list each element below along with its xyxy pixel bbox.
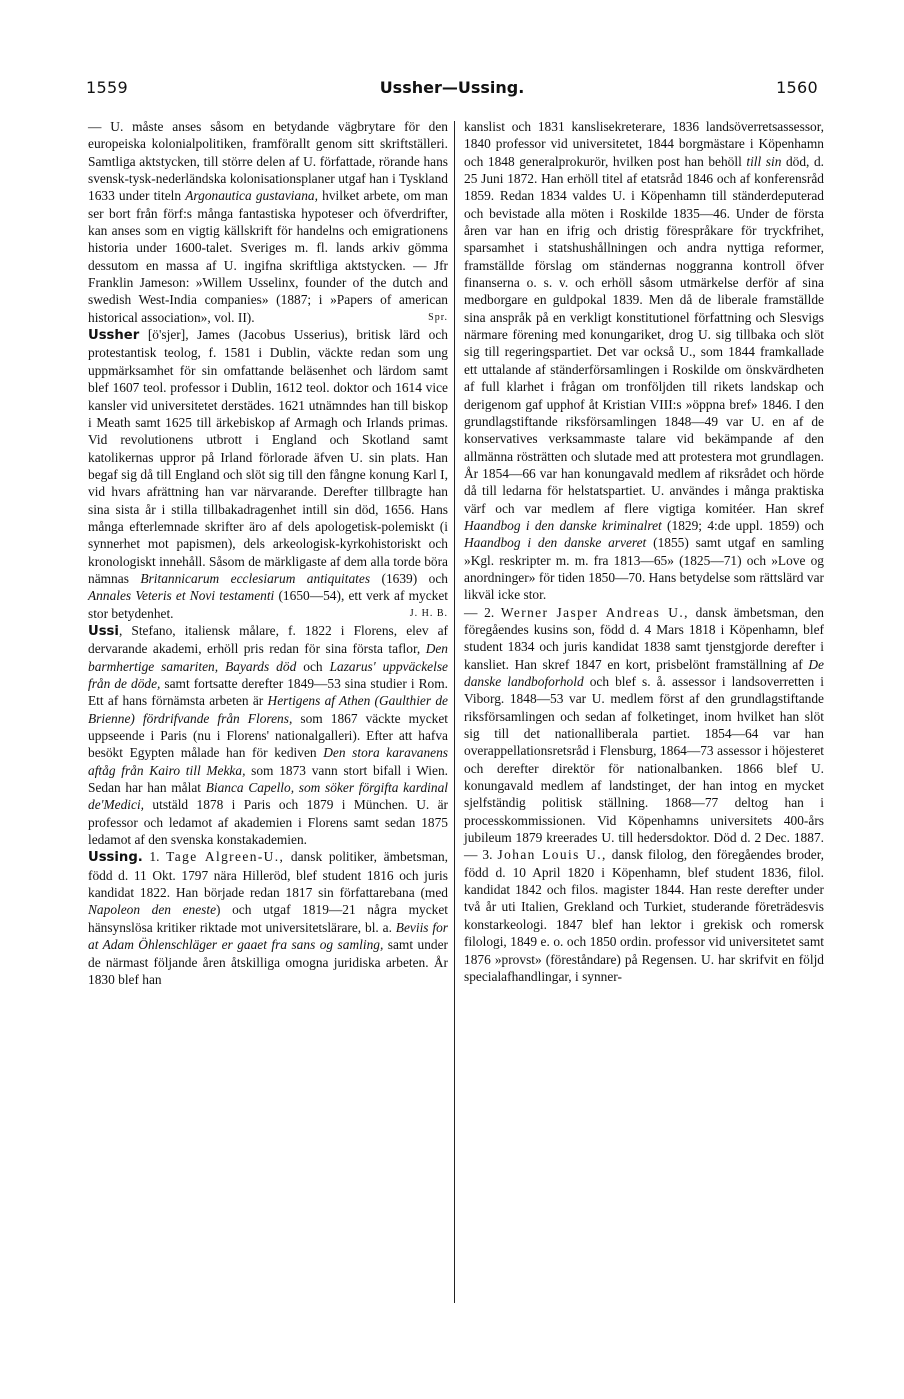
argonautica-title: Argonautica gustaviana, xyxy=(185,188,318,204)
left-column xyxy=(88,118,448,988)
ussi-entry: Ussi, Stefano, italiensk målare, f. 1822 i Florens, elev af dervarande akademi, erhöll pris redan för sina första taflor, Den barmhertige samariten, Bayards död och Lazarus' uppväckelse från de döde, samt fortsatte derefter 1849—53 sina studier i Rom. Ett af hans förnämsta arbeten är Hertigens af Athen (Gaulthier de Brienne) fördrifvande från Florens, som 1867 väckte mycket uppseende i Paris (nu i Florens' nationalgalleri). Efter att hafva besökt Egypten målade han för kediven Den stora karavanens aftåg från Kairo till Mekka, som 1873 vann stort bifall i Wien. Sedan har han målat Bianca Capello, som söker förgifta kardinal de'Medici, utstäld 1878 i Paris och 1879 i München. U. är professor och ledamot af akademien i Florens samt sedan 1875 ledamot af den svenska konstakademien. xyxy=(88,622,449,848)
page-header xyxy=(86,78,818,102)
author-signature: J. H. B. xyxy=(409,607,448,619)
author-signature: Spr. xyxy=(428,311,448,323)
usselinx-entry-end: — U. måste anses såsom en betydande vägbrytare för den europeiska kolonialpolitiken, framförallt genom sitt skriftställeri. Samtliga aktstycken, till större delen af U. författade, rörande hans svensk-tysk-nederländska kolonisationsplaner utgaf han i Tyskland 1633 under titeln Argonautica gustaviana, hvilket arbete, om man ser bort från förf:s många fantastiska hypoteser och öfverdrifter, kan anses som en vigtig källskrift för handelns och emigrationens historia under 1600-talet. Sveriges m. fl. lands arkiv gömma dessutom en massa af U. ingifna skriftliga aktstycken. — Jfr Franklin Jameson: »Willem Usselinx, founder of the dutch and swedish West-India companies» (1887; i »Papers of american historical association», vol. II). Spr. xyxy=(88,119,448,325)
ussing-entry-cont: kanslist och 1831 kanslisekreterare, 1836 landsöverretsassessor, 1840 professor vid universitetet, 1844 borgmästare i Köpenhamn och 1848 generalprokurör, hvilken post han behöll till sin död, d. 25 Juni 1872. Han erhöll titel af etatsråd 1846 och af konferensråd 1859. Redan 1834 valdes U. i Köpenhamn till ständerdeputerad och bevistade alla möten i Roskilde 1835—46. Under de första åren var han en ifrig och dristig förespråkare för tryckfrihet, sparsamhet i statshushållningen och andra nyttiga reformer, framställde förslag om ständernas noggranna kontroll öfver finanserna o. s. v. och erhöll såsom utmärkelse derför af sina medborgare en guldpokal 1839. Men då de liberale framställde sina anspråk på en verkligt konstitutionel författning och Slesvigs närmare förening med konungariket, drog U. sig tillbaka och slöt sig till regeringspartiet. Det var också U., som 1844 framkallade ett uttalande af ständerförsamlingen i Roskilde om önskvärdheten af full klarhet i frågan om tronföljden till rikets landskap och derigenom gaf upphof åt Kristian VIII:s »öppna bref» 1846. I den grundlagstiftande riksförsamlingen 1848—49 var U. en af de konservatives verksammaste talare vid bekämpande af den allmänna rösträtten och slutade med att protestera mot grundlagen. År 1854—66 var han konungavald medlem af riksrådet och hörde då till ledarna för helstatspartiet. U. användes i många praktiska värf och var medlem af flere vigtiga komitéer. Han skref Haandbog i den danske kriminalret (1829; 4:de uppl. 1859) och Haandbog i den danske arveret (1855) samt utgaf en samling »Kgl. reskripter m. m. fra 1813—65» (1825—71) och »Love og anordninger» för tiden 1850—70. Hans betydelse som rättslärd var likväl icke stor. xyxy=(464,119,825,603)
person-name: Tage Algreen-U., xyxy=(166,849,285,865)
ussing-entry: Ussing. 1. Tage Algreen-U., dansk politiker, ämbetsman, född d. 11 Okt. 1797 nära Hilleröd, blef student 1816 och juris kandidat 1822. Han började redan 1817 sin författarebana (med Napoleon den eneste) och utgaf 1819—21 några mycket hänsynslösa kritiker riktade mot universitetslärare, bl. a. Beviis for at Adam Öhlenschläger er gaaet fra sans og samling, samt under de närmast följande åren åtskilliga omogna juridiska arbeten. År 1830 blef han xyxy=(88,849,448,987)
ussing-entry-part2: — 2. Werner Jasper Andreas U., dansk ämbetsman, den föregåendes kusins son, född d. 4 Mars 1818 i Köpenhamn, blef student 1834 och juris kandidat 1838 samt tjenstgjorde derefter i kansliet. Han skref 1847 en kort, prisbelönt framställning af De danske landboforhold och blef s. å. assessor i landsoverretten i Viborg. 1848—53 var U. medlem först af den grundlagstiftande riksförsamlingen och sedan af folketinget, inom hvilket han slöt sig till det nationalliberala partiet. 1854—64 var han overappellationsretsråd i Flensburg, 1864—73 assessor i höjesteret och derefter direktör för nationalbanken. 1866 blef U. konungavald medlem af landstinget, der han intog en mycket sjelfständig politisk ställning. 1868—77 deltog han i processkommissionen. Vid Köpenhamns universitets 400-års jubileum 1879 kreerades U. till hedersdoktor. Död d. 2 Dec. 1887. — 3. Johan Louis U., dansk filolog, den föregåendes broder, född d. 10 April 1820 i Köpenhamn, blef student 1836, filol. kandidat 1842 och filos. magister 1844. Han reste derefter under två år uti Italien, Grekland och Turkiet, studerande företrädesvis konstarkeologi. 1847 blef han lektor i grekisk och romersk filologi, 1849 e. o. och 1850 ordin. professor vid universitetet samt 1876 »provst» (föreståndare) på Regensen. U. har skrifvit en följd specialafhandlingar, i synner- xyxy=(464,604,824,984)
right-page-number: 1560 xyxy=(776,78,818,97)
person-name: Werner Jasper Andreas U., xyxy=(500,604,689,620)
right-column xyxy=(464,118,824,985)
headword-ussing: Ussing. xyxy=(88,850,143,866)
headword-ussi: Ussi xyxy=(88,623,119,639)
column-divider xyxy=(454,121,455,1303)
person-name: Johan Louis U., xyxy=(497,847,607,863)
headword-ussher: Ussher xyxy=(88,328,140,344)
ussher-entry: Ussher [ö'sjer], James (Jacobus Usserius), britisk lärd och protestantisk teolog, f. 1581 i Dublin, väckte redan som ung uppmärksamhet för sin omfattande beläsenhet och lärdom samt blef 1607 teol. professor i Dublin, 1612 teol. doktor och 1614 vice kansler vid universitetet derstädes. 1621 utnämndes han till biskop i Meath samt 1625 till ärkebiskop af Armagh och Irlands primas. Vid revolutionens utbrott i England och Skotland samt katolikernas uppror på Irland förlorade äfven U. sin plats. Han begaf sig då till England och slöt sig till den fångne konung Karl I, vid hvars afrättning han var närvarande. Derefter tillbragte han sina sista år i stilla tillbakadragenhet intill sin död, 1656. Hans många efterlemnade skrifter äro af dels apologetisk-polemiskt (i synnerhet mot papismen), dels arkeologisk-kyrkohistoriskt och kronologiskt innehåll. Såsom de märkligaste af dem alla torde böra nämnas Britannicarum ecclesiarum antiquitates (1639) och Annales Veteris et Novi testamenti (1650—54), ett verk af mycket stor betydenhet. J. H. B. xyxy=(88,327,448,621)
running-title: Ussher—Ussing. xyxy=(379,78,525,97)
left-page-number: 1559 xyxy=(86,78,128,97)
